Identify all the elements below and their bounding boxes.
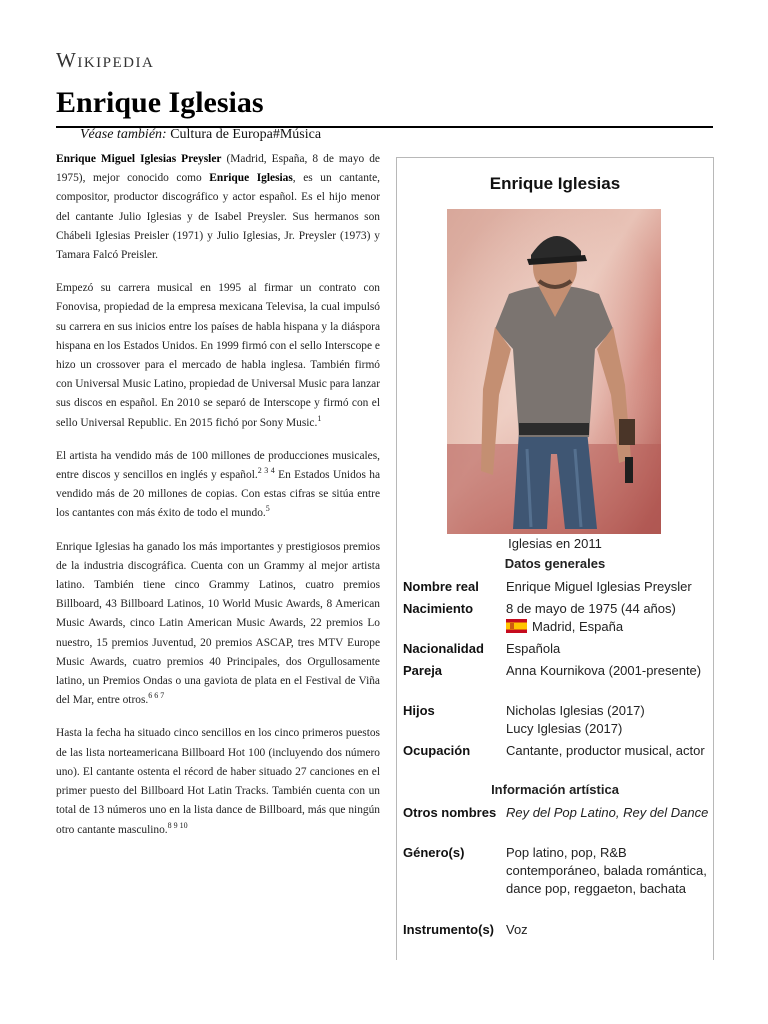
child-1: Nicholas Iglesias (2017): [506, 703, 645, 718]
wikipedia-logo[interactable]: Wikipedia: [56, 48, 155, 72]
paragraph-sales: [56, 447, 380, 524]
child-2: Lucy Iglesias (2017): [506, 721, 623, 736]
label-partner: Pareja: [403, 663, 443, 678]
page-title: Enrique Iglesias: [56, 86, 264, 119]
article-body: [56, 150, 380, 854]
value-nationality: Española: [506, 641, 561, 656]
awards-text: Enrique Iglesias ha ganado los más importantes y prestigiosos premios de la industria discográfica. Cuenta con un Grammy al mejor artista latino. También tiene cinco Grammy Latinos, cuatro premios Billboard, 43 Billboard Latinos, 10 World Music Awards, 8 American Music Awards, cinco Latin American Music Awards, 22 premios Lo nuestro, 15 premios Juventud, 20 premios ASCAP, tres MTV Europe Music Awards, cuatro premios 40 Principales, dos Orgullosamente latino, un Premios Ondas o una gaviota de plata en el Festival de Viña del Mar, entre otros.: [56, 540, 380, 707]
value-other-names: [506, 804, 711, 822]
spain-flag-icon: [506, 619, 527, 633]
sales-text-2: En Estados Unidos ha vendido más de 20 millones de copias. Con estas cifras se sitúa entre los cantantes con más éxito de todo el mundo.: [56, 469, 381, 520]
paragraph-charts: [56, 724, 380, 839]
birth-place-link[interactable]: Madrid, España: [532, 619, 624, 634]
reference-link[interactable]: 1: [317, 413, 322, 423]
career-text: Empezó su carrera musical en 1995 al firmar un contrato con Fonovisa, propiedad de la empresa mexicana Televisa, la cual impulsó su carrera en sus inicios entre los países de habla hispana y la diáspora hispana en los Estados Unidos. En 1999 firmó con el sello Interscope e hizo un crossover para el mercado de habla inglesa. También firmó con Universal Music Latino, propiedad de Universal Music para lanzar sus discos en español. En 2010 se separó de Interscope y firmó con el sello Universal Republic. En 2015 fichó por Sony Music.: [56, 282, 380, 429]
label-genres: Género(s): [403, 845, 465, 860]
value-genres[interactable]: Pop latino, pop, R&B contemporáneo, balada romántica, dance pop, reggaeton, bachata: [506, 845, 707, 896]
section-header-general: Datos generales: [504, 556, 606, 571]
reference-link[interactable]: 2 3 4: [257, 466, 275, 476]
value-real-name: Enrique Miguel Iglesias Preysler: [506, 579, 692, 594]
birth-place: [506, 618, 711, 636]
section-header-artistic: Información artística: [491, 782, 619, 797]
see-also-note: [80, 127, 321, 143]
charts-text: Hasta la fecha ha situado cinco sencillos en los cinco primeros puestos de las lista norteamericana Billboard Hot 100 (incluyendo dos número uno). El cantante ostenta el récord de haber situado 27 canciones en el primer puesto del Billboard Hot Latin Tracks. También cuenta con un total de 13 números uno en la lista dance de Billboard, más que ningún otro cantante masculino.: [56, 727, 380, 836]
artist-photo-illustration: [447, 209, 661, 534]
label-children: Hijos: [403, 703, 435, 718]
label-birth: Nacimiento: [403, 601, 474, 616]
infobox: [396, 157, 714, 960]
intro-text-1: (Madrid, España, 8 de mayo de 1975), mejor conocido como: [56, 153, 380, 185]
paragraph-intro: [56, 150, 380, 265]
value-partner[interactable]: Anna Kournikova (2001-presente): [506, 663, 702, 678]
label-occupation: Ocupación: [403, 743, 471, 758]
birth-date: 8 de mayo de 1975 (44 años): [506, 601, 676, 616]
see-also-link[interactable]: Cultura de Europa#Música: [170, 127, 322, 142]
paragraph-awards: [56, 538, 380, 711]
label-nationality: Nacionalidad: [403, 641, 484, 656]
paragraph-career: [56, 279, 380, 433]
value-birth: [506, 600, 711, 636]
label-other-names: Otros nombres: [403, 805, 497, 820]
label-instruments: Instrumento(s): [403, 922, 494, 937]
other-names-text: Rey del Pop Latino, Rey del Dance: [506, 805, 709, 820]
photo-caption: Iglesias en 2011: [508, 536, 602, 551]
sales-text-1: El artista ha vendido más de 100 millones de producciones musicales, entre discos y sencillos en inglés y español.: [56, 449, 380, 482]
see-also-label: Véase también:: [80, 127, 167, 142]
intro-text-2: , es un cantante, compositor, productor discográfico y actor español. Es el hijo menor del cantante Julio Iglesias y de Isabel Preysler. Sus hermanos son Chábeli Iglesias Preisler (1971) y Julio Iglesias, Jr. Preysler (1973) y Tamara Falcó Preisler.: [56, 172, 380, 262]
value-occupation: Cantante, productor musical, actor: [506, 743, 705, 758]
reference-link[interactable]: 5: [265, 504, 270, 514]
infobox-title: Enrique Iglesias: [489, 174, 621, 193]
value-instruments[interactable]: Voz: [506, 922, 528, 937]
label-real-name: Nombre real: [403, 579, 479, 594]
value-children: [506, 702, 711, 738]
artist-photo[interactable]: [447, 209, 661, 534]
reference-link[interactable]: 8 9 10: [167, 820, 188, 830]
full-name: Enrique Miguel Iglesias Preysler: [56, 153, 222, 165]
known-name: Enrique Iglesias: [209, 172, 293, 185]
reference-link[interactable]: 6 6 7: [148, 691, 165, 701]
